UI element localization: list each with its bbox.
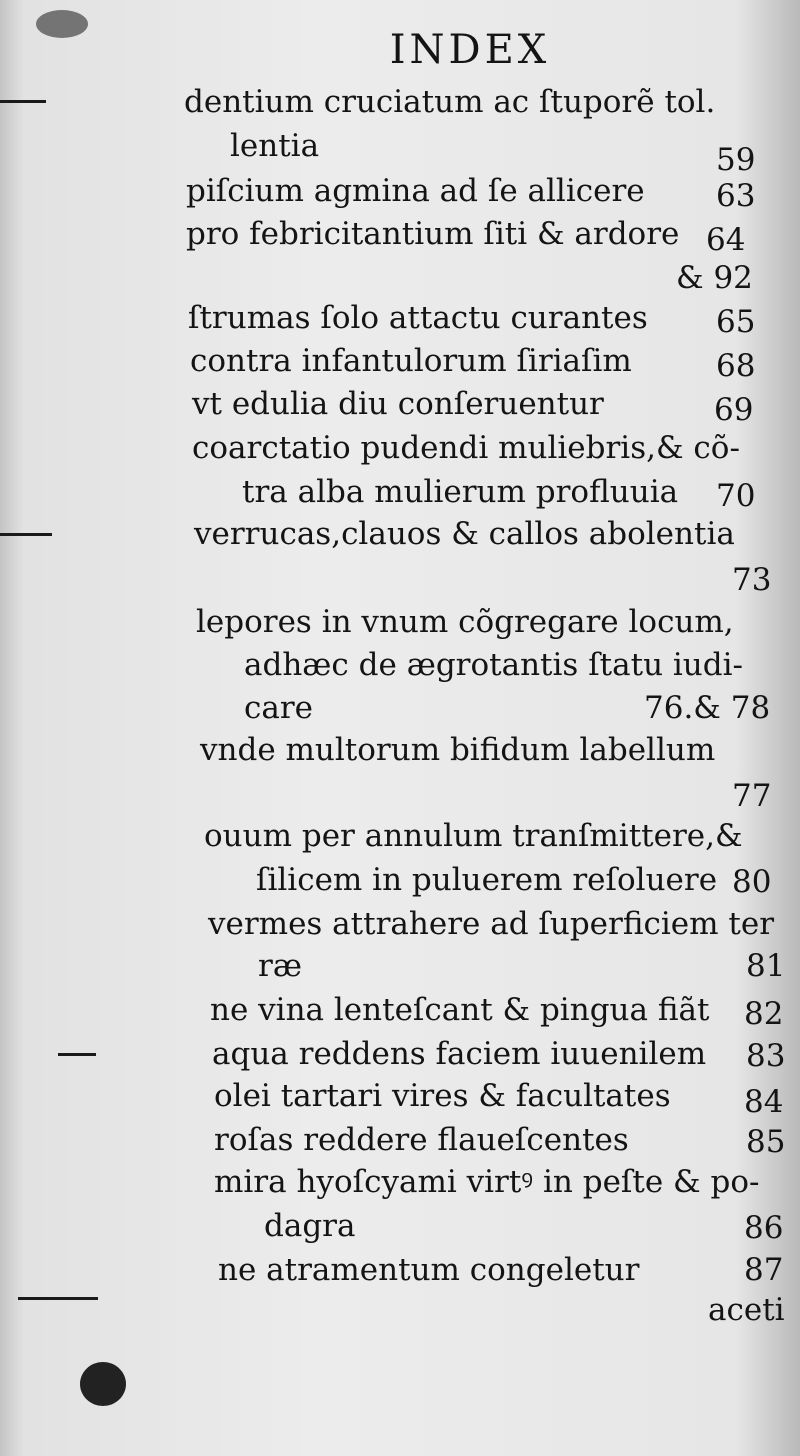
page-number: 76.& 78 [644, 690, 771, 726]
index-entry: ſtrumas ſolo attactu curantes [188, 300, 648, 336]
index-entry: lepores in vnum cõgregare locum, [196, 604, 734, 640]
page-number: 70 [716, 478, 756, 514]
index-entry: dentium cruciatum ac ſtuporẽ tol. [184, 84, 716, 120]
index-entry: piſcium agmina ad ſe allicere [186, 173, 645, 209]
page-number: 73 [732, 562, 772, 598]
index-entry-continuation: adhæc de ægrotantis ſtatu iudi- [244, 647, 743, 683]
margin-mark [0, 533, 52, 536]
index-entry-continuation: lentia [230, 128, 320, 164]
index-entry: contra infantulorum ſiriaſim [190, 343, 632, 379]
page-number: 85 [746, 1124, 786, 1160]
index-entry: olei tartari vires & facultates [214, 1078, 671, 1114]
margin-mark [58, 1053, 96, 1056]
index-entry-continuation: care [244, 690, 314, 726]
index-entry: roſas reddere flaueſcentes [214, 1122, 629, 1158]
margin-mark [18, 1297, 98, 1300]
page-number: 63 [716, 178, 756, 214]
page-number: 69 [714, 392, 754, 428]
page-heading: INDEX [389, 27, 551, 73]
index-entry-continuation: ræ [258, 948, 302, 984]
index-entry: pro febricitantium ſiti & ardore [186, 216, 680, 252]
page-number: 86 [744, 1210, 784, 1246]
page-number: 68 [716, 348, 756, 384]
index-entry: vermes attrahere ad ſuperficiem ter [208, 906, 775, 942]
index-entry: ne vina lenteſcant & pingua fiãt [210, 992, 710, 1028]
page-number: 65 [716, 304, 756, 340]
index-entry: ne atramentum congeletur [218, 1252, 640, 1288]
margin-mark [0, 100, 46, 103]
page-number: 82 [744, 996, 784, 1032]
index-entry: coarctatio pudendi muliebris,& cõ- [192, 430, 740, 466]
ink-blot-bottom [80, 1362, 126, 1406]
index-entry-continuation: tra alba mulierum profluuia [242, 474, 679, 510]
index-entry-continuation: dagra [264, 1208, 356, 1244]
page-number: 83 [746, 1038, 786, 1074]
index-entry: ouum per annulum tranſmittere,& [204, 818, 743, 854]
index-entry: aqua reddens faciem iuuenilem [212, 1036, 707, 1072]
catchword: aceti [708, 1292, 785, 1328]
index-entry: vt edulia diu conſeruentur [192, 386, 604, 422]
page-number: 84 [744, 1084, 784, 1120]
page-number: 80 [732, 864, 772, 900]
page-number: 81 [746, 948, 786, 984]
page-number: & 92 [676, 260, 753, 296]
index-entry: mira hyoſcyami virtꝰ in peſte & po- [214, 1164, 760, 1200]
index-entry-continuation: ſilicem in puluerem reſoluere [256, 862, 718, 898]
page-number: 59 [716, 142, 756, 178]
page-number: 87 [744, 1252, 784, 1288]
index-entry: vnde multorum bifidum labellum [200, 732, 716, 768]
page-number: 64 [706, 222, 746, 258]
page-number: 77 [732, 778, 772, 814]
index-entry: verrucas,clauos & callos abolentia [194, 516, 735, 552]
